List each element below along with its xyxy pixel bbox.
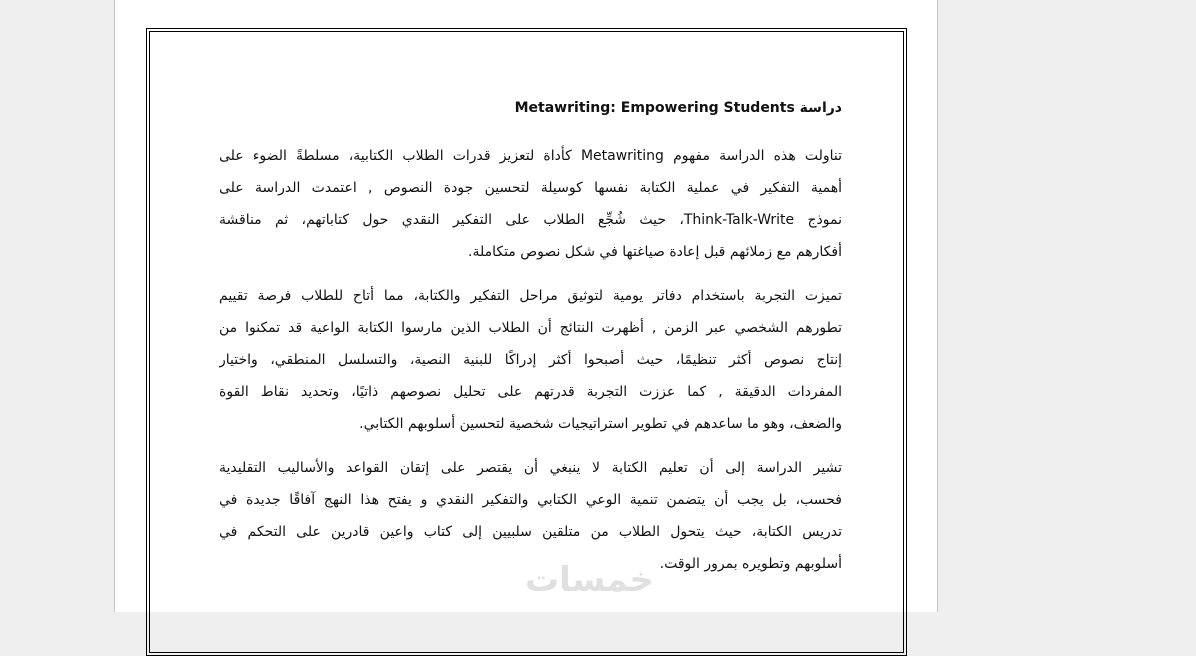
text-line: تشير الدراسة إلى أن تعليم الكتابة لا ينبغي أن يقتصر على إتقان القواعد والأساليب التقليدية [219, 460, 842, 476]
text-line: أهمية التفكير في عملية الكتابة نفسها كوسيلة لتحسين جودة النصوص , اعتمدت الدراسة على [219, 180, 842, 196]
paragraph [219, 140, 842, 268]
text-line: أسلوبهم وتطويره بمرور الوقت. [659, 556, 842, 572]
document-body [219, 96, 842, 592]
text-line: إنتاج نصوص أكثر تنظيمًا، حيث أصبحوا أكثر إدراكًا للبنية النصية، والتسلسل المنطقي، واختيار [219, 352, 842, 368]
text-line: والضعف، وهو ما ساعدهم في تطوير استراتيجيات شخصية لتحسين أسلوبهم الكتابي. [359, 416, 842, 432]
watermark-logo: خمسات [525, 560, 654, 600]
text-line: أفكارهم مع زملائهم قبل إعادة صياغتها في شكل نصوص متكاملة. [468, 244, 842, 260]
paragraph [219, 280, 842, 440]
text-line: تميزت التجربة باستخدام دفاتر يومية لتوثيق مراحل التفكير والكتابة، مما أتاح للطلاب فرصة تقييم [219, 288, 842, 304]
document-title: دراسة Metawriting: Empowering Students [514, 100, 842, 116]
text-line: فحسب، بل يجب أن يتضمن تنمية الوعي الكتابي والتفكير النقدي و يفتح هذا النهج آفاقًا جديدة في [219, 492, 842, 508]
document-page [114, 0, 938, 612]
text-line: تدريس الكتابة، حيث يتحول الطلاب من متلقين سلبيين إلى كتاب واعين قادرين على التحكم في [219, 524, 842, 540]
text-line: تطورهم الشخصي عبر الزمن , أظهرت النتائج أن الطلاب الذين مارسوا الكتابة الواعية قد تمكنوا من [219, 320, 842, 336]
text-line: نموذج Think-Talk-Write، حيث شُجِّع الطلاب على التفكير النقدي حول كتاباتهم، ثم مناقشة [219, 212, 842, 228]
text-line: المفردات الدقيقة , كما عززت التجربة قدرتهم على تحليل نصوصهم ذاتيًا، وتحديد نقاط القوة [219, 384, 842, 400]
text-line: تناولت هذه الدراسة مفهوم Metawriting كأداة لتعزيز قدرات الطلاب الكتابية، مسلطةً الضوء على [219, 148, 842, 164]
